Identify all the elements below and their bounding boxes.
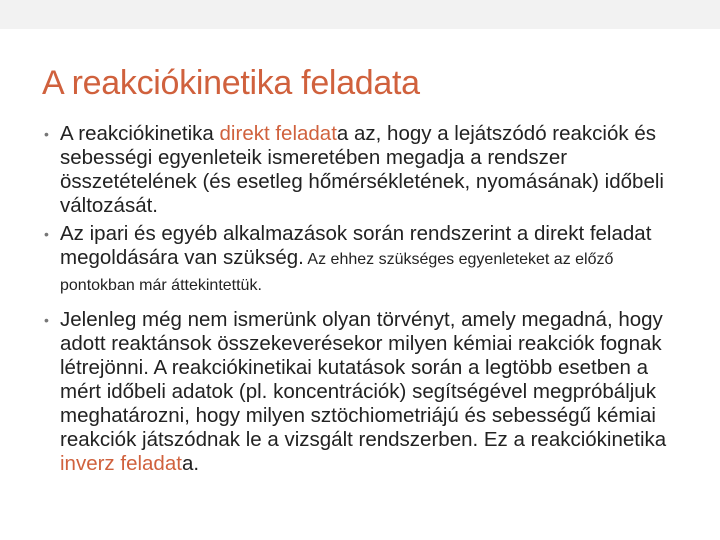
bullet-3-text-end: a.	[181, 452, 200, 475]
slide-title: A reakciókinetika feladata	[42, 64, 420, 102]
bullet-2-small-text: Az ehhez szükséges egyenleteket az előző pontokban már áttekintettük.	[60, 251, 614, 294]
bullet-2-text: Az ipari és egyéb alkalmazások során rendszerint a direkt feladat megoldására van szükség.	[60, 222, 652, 269]
bullet-1-text-end: a az, hogy a lejátszódó reakciók és sebességi egyenleteik ismeretében megadja a rendszer összetételének (és esetleg hőmérsékletének, nyomásának) időbeli változását.	[60, 122, 664, 217]
slide-content	[44, 122, 684, 476]
bullet-3-text-start: Jelenleg még nem ismerünk olyan törvényt, amely megadná, hogy adott reaktánsok összekeverésekor milyen kémiai reakciók fognak létrejönni. A reakciókinetikai kutatások során a legtöbb esetben a mért időbeli adatok (pl. koncentrációk) segítségével megpróbáljuk meghatározni, hogy milyen sztöchiometriájú és sebességű kémiai reakciók játszódnak le a vizsgált rendszerben. Ez a reakciókinetika	[60, 308, 667, 451]
bullet-item-2	[44, 222, 684, 298]
slide	[0, 29, 720, 540]
bullet-dot-icon: •	[44, 312, 49, 328]
bullet-item-1	[44, 122, 684, 218]
bullet-dot-icon: •	[44, 226, 49, 242]
bullet-dot-icon: •	[44, 126, 49, 142]
bullet-1-highlight: direkt feladat	[219, 122, 337, 145]
top-band	[0, 0, 720, 29]
bullet-1-text-start: A reakciókinetika	[60, 122, 220, 145]
bullet-3-highlight: inverz feladat	[60, 452, 182, 475]
bullet-item-3	[44, 308, 684, 476]
